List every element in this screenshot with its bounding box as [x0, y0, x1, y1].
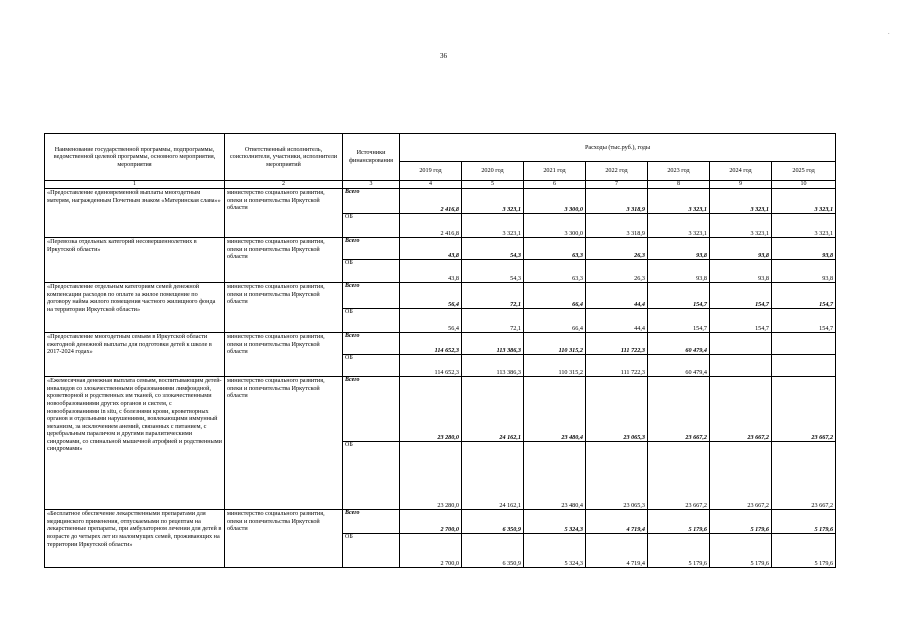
column-number: 3 — [343, 181, 400, 189]
measure-name: «Перевозка отдельных категорий несовершеннолетних в Иркутской области» — [45, 238, 225, 283]
total-value: 63,3 — [524, 238, 586, 260]
ob-value: 3 323,1 — [772, 214, 836, 238]
total-value: 72,1 — [462, 283, 524, 309]
table-row — [45, 510, 836, 534]
ob-value: 5 179,6 — [772, 534, 836, 568]
ob-value — [710, 355, 772, 377]
ob-value: 23 667,2 — [648, 442, 710, 510]
total-value: 5 179,6 — [648, 510, 710, 534]
column-number: 1 — [45, 181, 225, 189]
ob-value: 5 324,3 — [524, 534, 586, 568]
total-value: 44,4 — [586, 283, 648, 309]
measure-name: «Предоставление многодетным семьям в Иркутской области ежегодной денежной выплаты для подготовки детей к школе в 2017-2024 годах» — [45, 333, 225, 377]
ob-value: 23 065,3 — [586, 442, 648, 510]
total-value: 5 179,6 — [710, 510, 772, 534]
ob-value: 3 318,9 — [586, 214, 648, 238]
ob-value: 44,4 — [586, 309, 648, 333]
column-number: 9 — [710, 181, 772, 189]
ob-value: 93,8 — [710, 260, 772, 283]
ob-value: 113 386,3 — [462, 355, 524, 377]
source-ob: ОБ — [343, 442, 400, 510]
executor: министерство социального развития, опеки и попечительства Иркутской области — [225, 189, 343, 238]
measure-name: «Бесплатное обеспечение лекарственными препаратами для медицинского применения, отпускаемыми по рецептам на лекарственные препараты, при амбулаторном лечении для детей в возрасте до четырех лет из малоимущих семей, проживающих на территории Иркутской области» — [45, 510, 225, 568]
page-number: 36 — [440, 52, 447, 60]
header-program: Наименование государственной программы, подпрограммы, ведомственной целевой программы, основного мероприятия, мероприятия — [45, 134, 225, 181]
total-value: 23 667,2 — [648, 377, 710, 442]
total-value: 23 667,2 — [772, 377, 836, 442]
header-year: 2019 год — [400, 162, 462, 181]
total-value: 3 318,9 — [586, 189, 648, 214]
ob-value: 93,8 — [648, 260, 710, 283]
header-year: 2021 год — [524, 162, 586, 181]
ob-value: 66,4 — [524, 309, 586, 333]
executor: министерство социального развития, опеки и попечительства Иркутской области — [225, 510, 343, 568]
total-value: 3 323,1 — [462, 189, 524, 214]
ob-value: 43,8 — [400, 260, 462, 283]
ob-value: 26,3 — [586, 260, 648, 283]
header-year: 2025 год — [772, 162, 836, 181]
source-ob: ОБ — [343, 260, 400, 283]
total-value: 23 667,2 — [710, 377, 772, 442]
ob-value: 93,8 — [772, 260, 836, 283]
ob-value: 4 719,4 — [586, 534, 648, 568]
executor: министерство социального развития, опеки и попечительства Иркутской области — [225, 333, 343, 377]
header-year: 2022 год — [586, 162, 648, 181]
source-total: Всего — [343, 238, 400, 260]
header-executor: Ответственный исполнитель, соисполнители, участники, исполнители мероприятий — [225, 134, 343, 181]
column-number: 10 — [772, 181, 836, 189]
total-value: 26,3 — [586, 238, 648, 260]
column-number: 7 — [586, 181, 648, 189]
table-row — [45, 283, 836, 309]
header-expenses: Расходы (тыс.руб.), годы — [400, 134, 836, 162]
ob-value: 63,3 — [524, 260, 586, 283]
total-value: 113 386,3 — [462, 333, 524, 355]
total-value: 154,7 — [648, 283, 710, 309]
ob-value: 3 300,0 — [524, 214, 586, 238]
ob-value: 154,7 — [710, 309, 772, 333]
ob-value: 56,4 — [400, 309, 462, 333]
source-total: Всего — [343, 377, 400, 442]
ob-value: 3 323,1 — [710, 214, 772, 238]
source-total: Всего — [343, 189, 400, 214]
ob-value: 23 667,2 — [772, 442, 836, 510]
budget-table — [44, 133, 836, 568]
total-value: 66,4 — [524, 283, 586, 309]
ob-value: 111 722,3 — [586, 355, 648, 377]
ob-value: 3 323,1 — [462, 214, 524, 238]
ob-value: 23 667,2 — [710, 442, 772, 510]
column-number: 2 — [225, 181, 343, 189]
ob-value — [772, 355, 836, 377]
ob-value: 72,1 — [462, 309, 524, 333]
ob-value: 54,3 — [462, 260, 524, 283]
ob-value: 60 479,4 — [648, 355, 710, 377]
total-value: 60 479,4 — [648, 333, 710, 355]
ob-value: 110 315,2 — [524, 355, 586, 377]
source-total: Всего — [343, 510, 400, 534]
total-value: 54,3 — [462, 238, 524, 260]
header-year: 2023 год — [648, 162, 710, 181]
total-value: 111 722,3 — [586, 333, 648, 355]
table-row — [45, 333, 836, 355]
measure-name: «Предоставление единовременной выплаты многодетным матерям, награжденным Почетным знаком «Материнская слава»» — [45, 189, 225, 238]
table-row — [45, 377, 836, 442]
source-ob: ОБ — [343, 355, 400, 377]
total-value — [772, 333, 836, 355]
total-value: 154,7 — [710, 283, 772, 309]
table-row — [45, 189, 836, 214]
scan-mark: · — [887, 30, 890, 38]
source-ob: ОБ — [343, 309, 400, 333]
total-value: 93,8 — [772, 238, 836, 260]
source-ob: ОБ — [343, 534, 400, 568]
total-value: 2 416,8 — [400, 189, 462, 214]
header-source: Источники финансирования — [343, 134, 400, 181]
column-number: 6 — [524, 181, 586, 189]
total-value: 3 323,1 — [772, 189, 836, 214]
ob-value: 23 480,4 — [524, 442, 586, 510]
source-total: Всего — [343, 333, 400, 355]
ob-value: 6 350,9 — [462, 534, 524, 568]
source-total: Всего — [343, 283, 400, 309]
total-value: 3 300,0 — [524, 189, 586, 214]
total-value — [710, 333, 772, 355]
total-value: 154,7 — [772, 283, 836, 309]
ob-value: 23 280,0 — [400, 442, 462, 510]
table-body — [45, 189, 836, 568]
total-value: 5 324,3 — [524, 510, 586, 534]
total-value: 114 652,3 — [400, 333, 462, 355]
total-value: 23 065,3 — [586, 377, 648, 442]
executor: министерство социального развития, опеки и попечительства Иркутской области — [225, 377, 343, 510]
total-value: 93,8 — [648, 238, 710, 260]
source-ob: ОБ — [343, 214, 400, 238]
column-number: 8 — [648, 181, 710, 189]
ob-value: 2 416,8 — [400, 214, 462, 238]
ob-value: 24 162,1 — [462, 442, 524, 510]
executor: министерство социального развития, опеки и попечительства Иркутской области — [225, 238, 343, 283]
header-year: 2024 год — [710, 162, 772, 181]
total-value: 3 323,1 — [710, 189, 772, 214]
column-number: 5 — [462, 181, 524, 189]
column-number: 4 — [400, 181, 462, 189]
total-value: 56,4 — [400, 283, 462, 309]
total-value: 6 350,9 — [462, 510, 524, 534]
total-value: 23 280,0 — [400, 377, 462, 442]
ob-value: 3 323,1 — [648, 214, 710, 238]
total-value: 43,8 — [400, 238, 462, 260]
column-number-row — [45, 181, 836, 189]
table-row — [45, 238, 836, 260]
ob-value: 5 179,6 — [648, 534, 710, 568]
ob-value: 154,7 — [772, 309, 836, 333]
ob-value: 114 652,3 — [400, 355, 462, 377]
total-value: 23 480,4 — [524, 377, 586, 442]
total-value: 4 719,4 — [586, 510, 648, 534]
ob-value: 154,7 — [648, 309, 710, 333]
measure-name: «Предоставление отдельным категориям семей денежной компенсации расходов по оплате за жилое помещение по договору найма жилого помещения частного жилищного фонда на территории Иркутской области» — [45, 283, 225, 333]
measure-name: «Ежемесячная денежная выплата семьям, воспитывающим детей-инвалидов со злокачественными образованиями лимфоидной, кроветворной и родственных им тканей, со злокачественными новообразованиями других органов и систем, с новообразованиями in situ, с болезнями крови, кроветворных органов и отдельными нарушениями, вовлекающими иммунный механизм, за исключением анемий, связанных с питанием, с церебральным параличом и другими паралитическими синдромами, со спинальной мышечной атрофией и родственными синдромами» — [45, 377, 225, 510]
total-value: 24 162,1 — [462, 377, 524, 442]
total-value: 2 700,0 — [400, 510, 462, 534]
total-value: 5 179,6 — [772, 510, 836, 534]
total-value: 110 315,2 — [524, 333, 586, 355]
executor: министерство социального развития, опеки и попечительства Иркутской области — [225, 283, 343, 333]
ob-value: 5 179,6 — [710, 534, 772, 568]
total-value: 3 323,1 — [648, 189, 710, 214]
total-value: 93,8 — [710, 238, 772, 260]
header-year: 2020 год — [462, 162, 524, 181]
ob-value: 2 700,0 — [400, 534, 462, 568]
